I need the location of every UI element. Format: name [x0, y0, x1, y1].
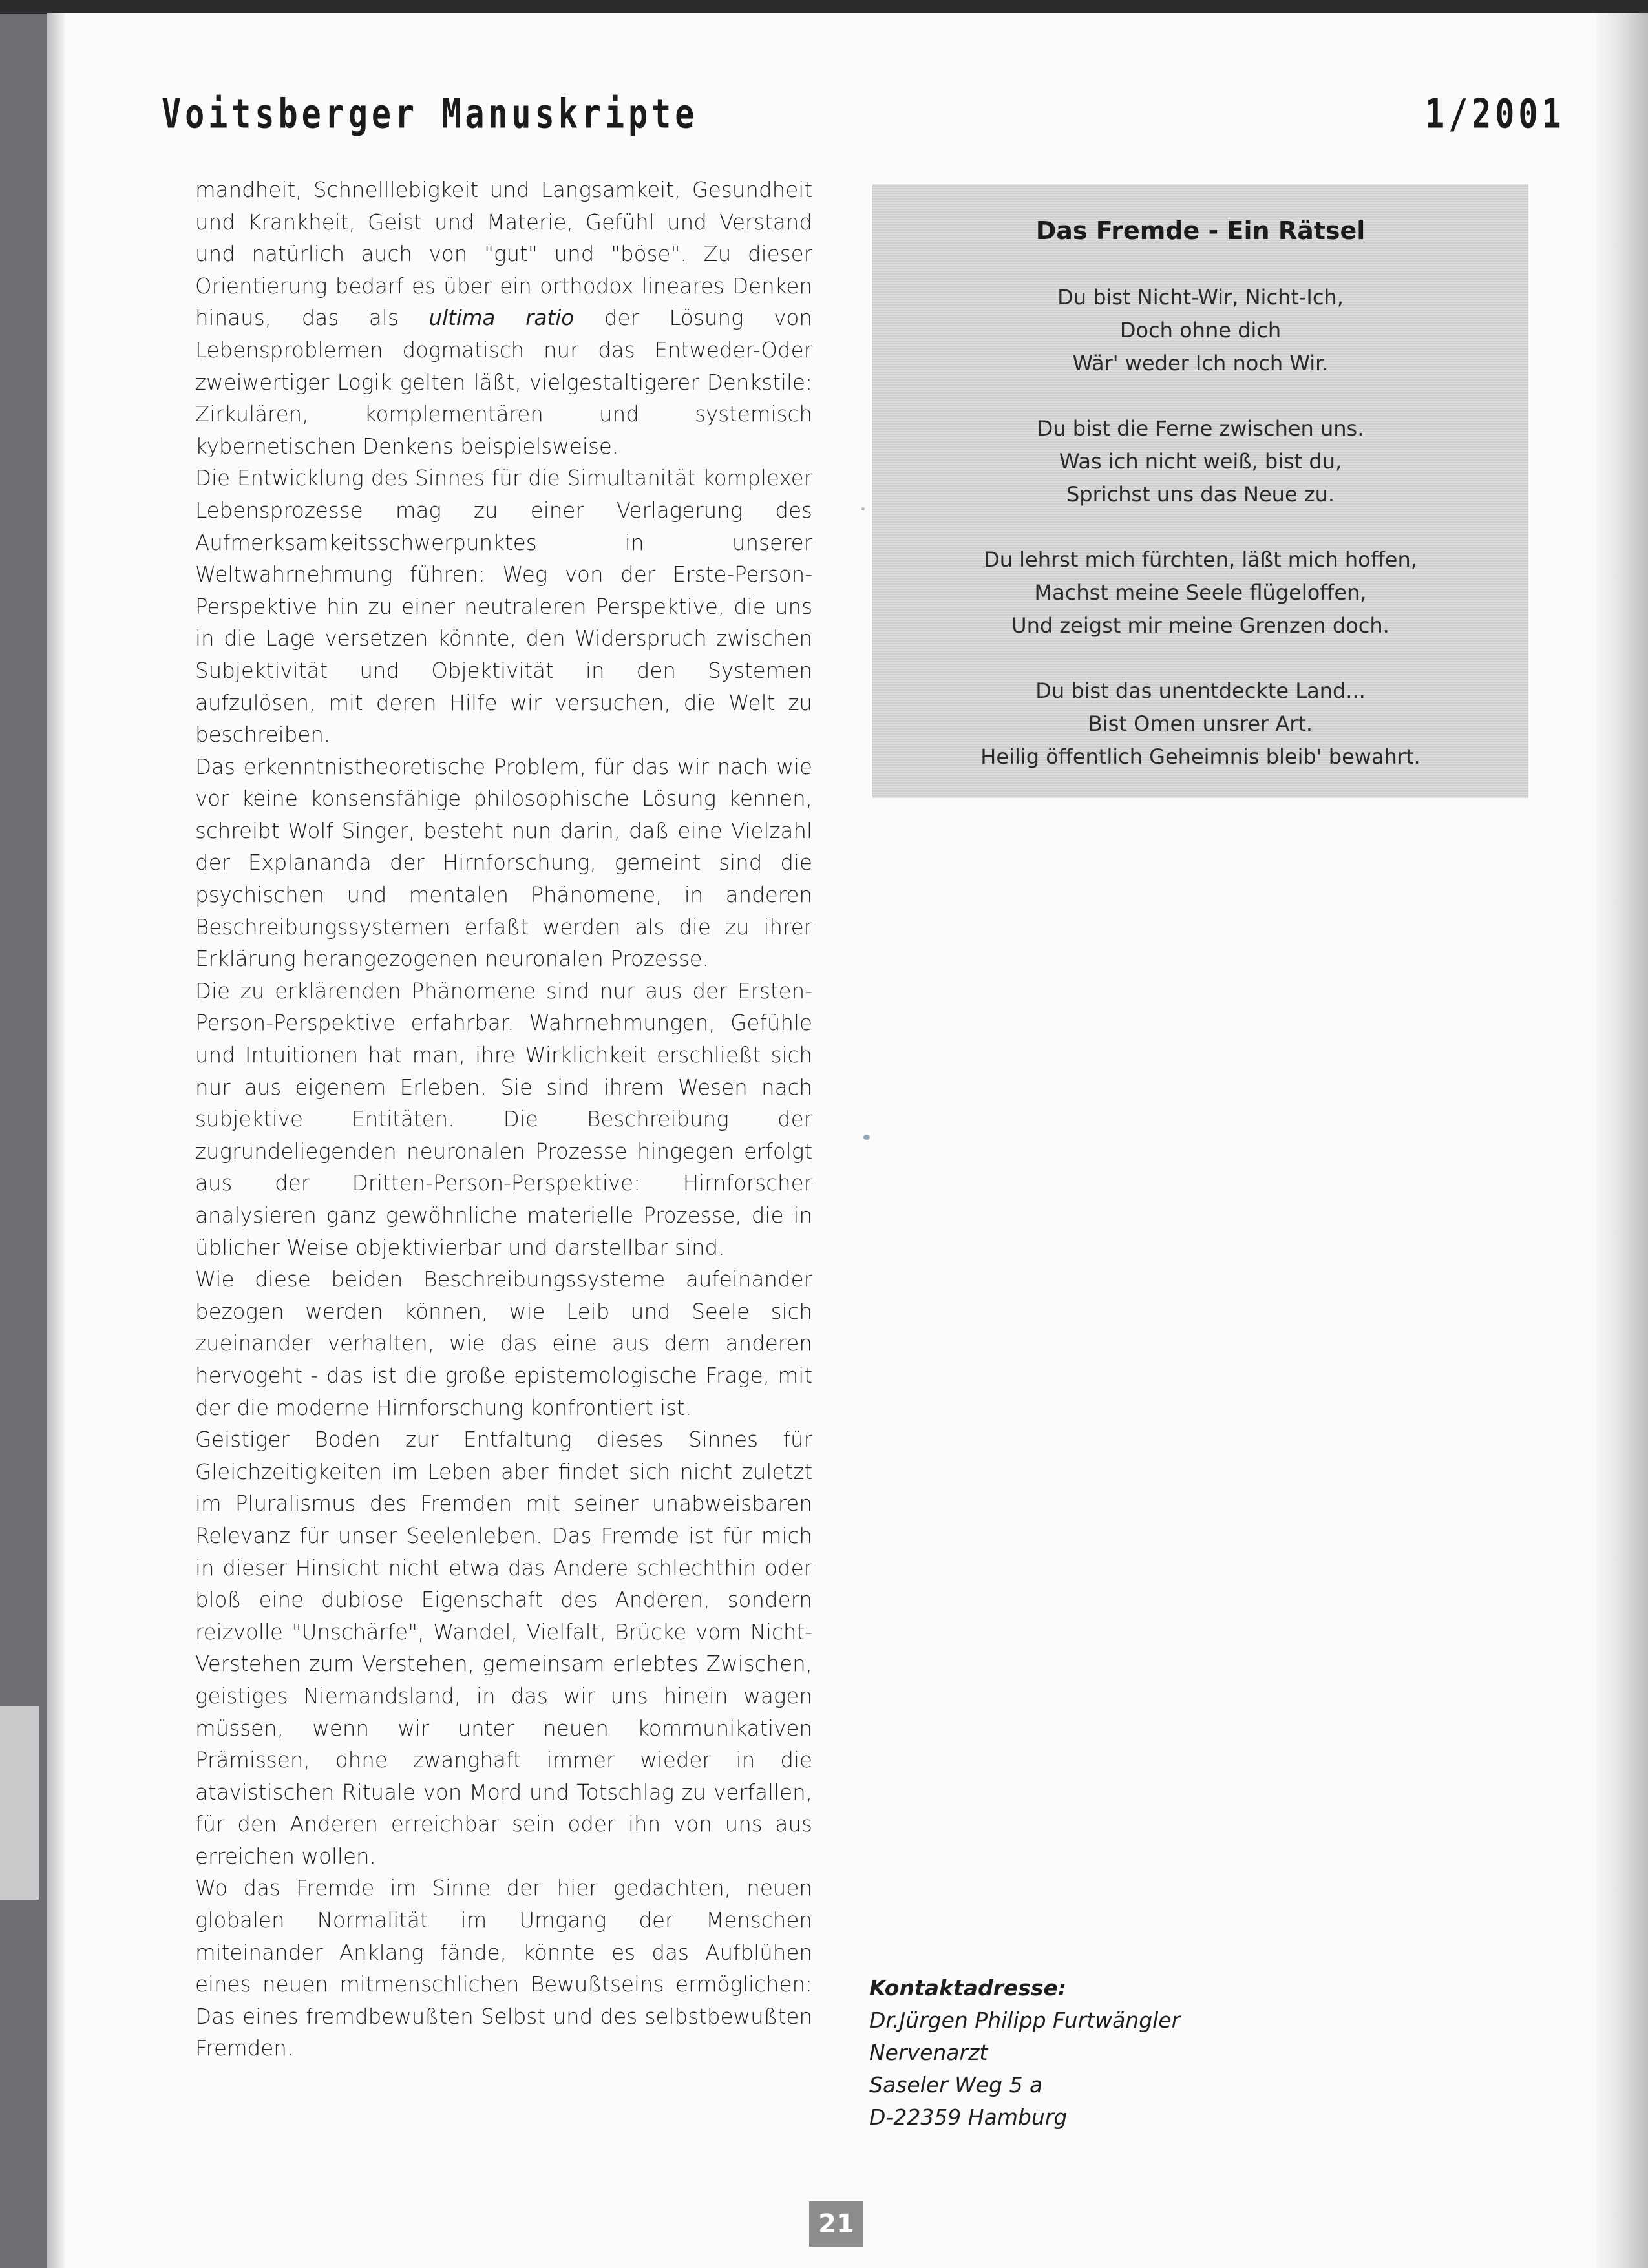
paragraph-6: Geistiger Boden zur Entfaltung dieses Sinnes für Gleichzeitigkeiten im Leben aber findet sich nicht zuletzt im Pluralismus des Fremden mit seiner unabweisbaren Relevanz für unser Seelenleben. Das Fremde ist für mich in dieser Hinsicht nicht etwa das Andere schlechthin oder bloß eine dubiose Eigenschaft des Anderen, sondern reizvolle "Unschärfe", Wandel, Vielfalt, Brücke vom Nicht-Verstehen zum Verstehen, gemeinsam erlebtes Zwischen, geistiges Niemandsland, in das wir uns hinein wagen müssen, wenn wir unter neuen kommunikativen Prämissen, ohne zwanghaft immer wieder in die atavistischen Rituale von Mord und Totschlag zu verfallen, für den Anderen erreichbar sein oder ihn von uns aus erreichen wollen.	[195, 1427, 812, 1869]
page-edge-right	[1596, 13, 1648, 2268]
poem-line: Du lehrst mich fürchten, läßt mich hoffen,	[984, 547, 1417, 572]
page-number: 21	[809, 2201, 863, 2247]
contact-heading: Kontaktadresse:	[869, 1975, 1067, 2000]
poem-line: Heilig öffentlich Geheimnis bleib' bewahrt.	[980, 744, 1421, 769]
poem-box	[872, 184, 1528, 798]
paragraph-4: Die zu erklärenden Phänomene sind nur aus der Ersten-Person-Perspektive erfahrbar. Wahrnehmungen, Gefühle und Intuitionen hat man, ihre Wirklichkeit erschließt sich nur aus eigenem Erleben. Sie sind ihrem Wesen nach subjektive Entitäten. Die Beschreibung der zugrundeliegenden neuronalen Prozesse hingegen erfolgt aus der Dritten-Person-Perspektive: Hirnforscher analysieren ganz gewöhnliche materielle Prozesse, die in üblicher Weise objektivierbar und darstellbar sind.	[195, 978, 812, 1260]
scan-speck	[863, 1135, 870, 1140]
poem-line: Machst meine Seele flügeloffen,	[1034, 580, 1367, 605]
paragraph-1-text: mandheit, Schnelllebigkeit und Langsamkeit, Gesundheit und Krankheit, Geist und Materie, Gefühl und Verstand und natürlich auch von "gut" und "böse". Zu dieser Orientierung bedarf es über ein orthodox lineares Denken hinaus, das als ultima ratio der Lösung von Lebensproblemen dogmatisch nur das Entweder-Oder zweiwertiger Logik gelten läßt, vielgestaltigerer Denkstile: Zirkulären, komplementären und systemisch kybernetischen Denkens beispielsweise.	[195, 178, 812, 459]
contact-street: Saseler Weg 5 a	[869, 2072, 1043, 2097]
paragraph-5: Wie diese beiden Beschreibungssysteme aufeinander bezogen werden können, wie Leib und Seele sich zueinander verhalten, wie das eine aus dem anderen hervogeht - das ist die große epistemologische Frage, mit der die moderne Hirnforschung konfrontiert ist.	[195, 1267, 812, 1420]
poem-line: Sprichst uns das Neue zu.	[1066, 482, 1335, 507]
poem-line: Doch ohne dich	[1119, 318, 1282, 342]
contact-name: Dr.Jürgen Philipp Furtwängler	[869, 2008, 1181, 2033]
paragraph-3: Das erkenntnistheoretische Problem, für das wir nach wie vor keine konsensfähige philosophische Lösung kennen, schreibt Wolf Singer, besteht nun darin, daß eine Vielzahl der Explananda der Hirnforschung, gemeint sind die psychischen und mentalen Phänomene, in anderen Beschreibungssystemen erfaßt werden als die zu ihrer Erklärung herangezogenen neuronalen Prozesse.	[195, 754, 812, 972]
poem-stanzas	[872, 281, 1528, 806]
poem-title: Das Fremde - Ein Rätsel	[1035, 216, 1366, 245]
paragraph-2: Die Entwicklung des Sinnes für die Simultanität komplexer Lebensprozesse mag zu einer Verlagerung des Aufmerksamkeitsschwerpunktes in unserer Weltwahrnehmung führen: Weg von der Erste-Person-Perspektive hin zu einer neutraleren Perspektive, die uns in die Lage versetzen könnte, den Widerspruch zwischen Subjektivität und Objektivität in den Systemen aufzulösen, mit deren Hilfe wir versuchen, die Welt zu beschreiben.	[195, 466, 812, 748]
poem-line: Du bist Nicht-Wir, Nicht-Ich,	[1057, 285, 1344, 310]
stanza-1	[872, 281, 1528, 380]
article-body	[195, 174, 812, 2065]
paragraph-7: Wo das Fremde im Sinne der hier gedachten, neuen globalen Normalität im Umgang der Menschen miteinander Anklang fände, könnte es das Aufblühen eines neuen mitmenschlichen Bewußtseins ermöglichen: Das eines fremdbewußten Selbst und des selbstbewußten Fremden.	[195, 1876, 812, 2061]
scan-speck	[861, 507, 865, 510]
journal-title: Voitsberger Manuskripte	[162, 90, 699, 138]
poem-line: Du bist das unentdeckte Land...	[1035, 678, 1366, 703]
poem-line: Du bist die Ferne zwischen uns.	[1037, 416, 1364, 441]
stanza-4	[872, 675, 1528, 773]
contact-profession: Nervenarzt	[869, 2040, 988, 2065]
paragraph-1	[195, 174, 812, 463]
binder-strip	[0, 1706, 39, 1900]
stanza-2	[872, 412, 1528, 511]
page-curl-shadow	[47, 13, 65, 2268]
scan-edge-top	[0, 0, 1648, 14]
poem-line: Was ich nicht weiß, bist du,	[1059, 449, 1342, 474]
stanza-3	[872, 543, 1528, 642]
poem-line: Wär' weder Ich noch Wir.	[1072, 351, 1329, 375]
issue-number: 1/2001	[1425, 90, 1565, 138]
contact-address	[869, 1972, 1322, 2134]
contact-city: D-22359 Hamburg	[869, 2105, 1068, 2130]
poem-line: Und zeigst mir meine Grenzen doch.	[1011, 613, 1389, 638]
poem-line: Bist Omen unsrer Art.	[1088, 711, 1313, 736]
